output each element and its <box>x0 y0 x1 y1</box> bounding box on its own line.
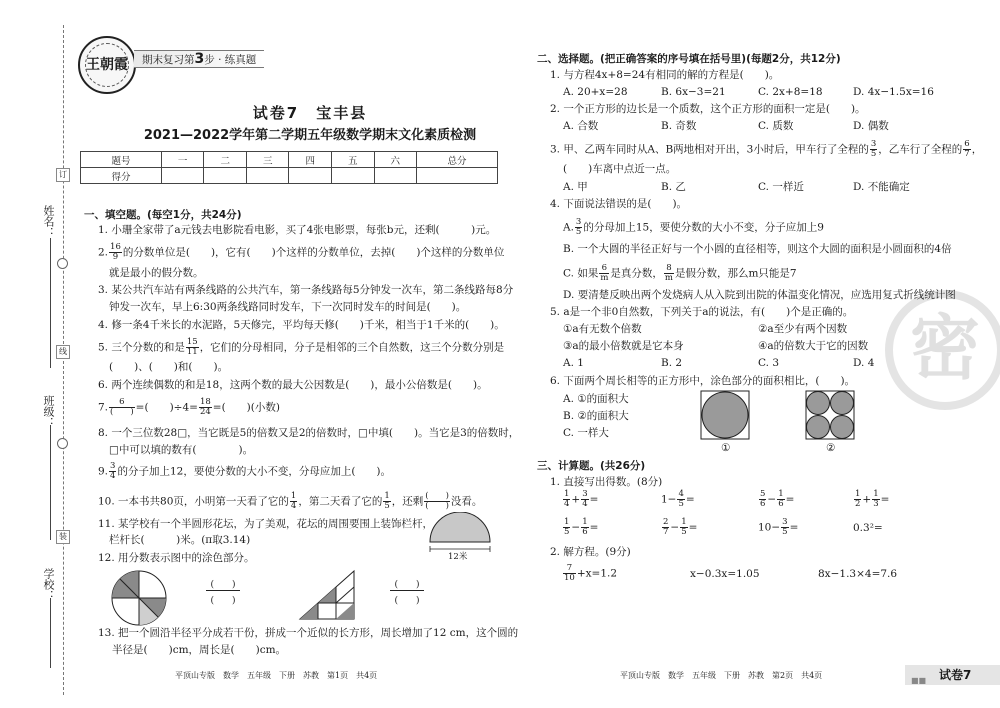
calc-item: $\frac{1}{4}$ + $\frac{3}{4}$ = <box>564 489 599 509</box>
q2-4-d: D. 要清楚反映出两个发烧病人从入院到出院的体温变化情况，应选用复式折线统计图 <box>563 289 956 301</box>
table-cell: 三 <box>246 152 289 168</box>
score-table-score-row <box>81 168 498 184</box>
calc-item: $\frac{1}{5}$ − $\frac{1}{6}$ = <box>564 517 599 537</box>
equation-3: 8x−1.3×4=7.6 <box>818 568 898 580</box>
table-cell: 二 <box>204 152 247 168</box>
q2-1: 1. 与方程4x+8=24有相同的解的方程是( )。 <box>550 69 780 81</box>
option-c: C. 一样大 <box>563 427 609 439</box>
q2-4-c: C. 如果 $\frac{6}{m}$ 是真分数， $\frac{8}{m}$ 是假分数，那么m只能是7 <box>563 263 797 283</box>
binding-hole <box>57 258 68 269</box>
figure-2-label: ② <box>826 442 836 454</box>
table-cell: 四 <box>289 152 332 168</box>
name-label: 姓名： <box>42 205 55 238</box>
q3-2: 2. 解方程。(9分) <box>550 546 631 558</box>
calc-item: $\frac{1}{2}$ + $\frac{1}{3}$ = <box>855 489 890 509</box>
score-table-header-row <box>81 152 498 168</box>
answer-fraction-denominator-1[interactable]: ( ) <box>210 596 236 606</box>
option-a: A. 甲 <box>563 181 588 193</box>
option-c: C. 一样近 <box>758 181 804 193</box>
statement-3: ③a的最小倍数就是它本身 <box>563 340 684 352</box>
table-cell: 题号 <box>81 152 162 168</box>
option-a: A. ①的面积大 <box>563 393 629 405</box>
option-b: B. 乙 <box>661 181 686 193</box>
q1-2: 2. $\frac{16}{9}$ 的分数单位是( )，它有( )个这样的分数单位，去掉( )个这样的分数单位 <box>98 242 505 262</box>
q1-11: 11. 某学校有一个半圆形花坛，为了美观，花坛的周围要围上装饰栏杆， <box>98 518 434 530</box>
school-label: 学校： <box>42 568 55 601</box>
binding-tag: 装 <box>56 530 70 544</box>
option-b: B. ②的面积大 <box>563 410 629 422</box>
option-a: A. 1 <box>563 357 584 369</box>
q2-3: 3. 甲、乙两车同时从A、B两地相对开出，3小时后，甲车行了全程的 $\frac{3}{5}$ ，乙车行了全程的 $\frac{6}{7}$ ， <box>550 139 983 159</box>
paper-tag: ■■ 试卷7 <box>905 665 1000 685</box>
q2-5: 5. a是一个非0自然数，下列关于a的说法，有( )个是正确的。 <box>550 306 854 318</box>
option-b: B. 奇数 <box>661 120 697 132</box>
option-d: D. 不能确定 <box>853 181 910 193</box>
q1-6: 6. 两个连续偶数的和是18，这两个数的最大公因数是( )，最小公倍数是( )。 <box>98 379 488 391</box>
calc-item: 0.3²= <box>853 522 883 534</box>
table-cell: 五 <box>331 152 374 168</box>
statement-1: ①a有无数个倍数 <box>563 323 642 335</box>
logo-text: 王朝霞 <box>86 57 128 73</box>
q1-13: 13. 把一个圆沿半径平分成若干份，拼成一个近似的长方形，周长增加了12 cm，这个圆的 <box>98 627 519 639</box>
name-write-line[interactable] <box>50 238 51 368</box>
step-banner: 期末复习第3步 · 练真题 <box>134 50 264 68</box>
q1-9: 9. $\frac{3}{4}$ 的分子加上12，要使分数的大小不变，分母应加上( )。 <box>98 461 392 481</box>
q2-4: 4. 下面说法错误的是( )。 <box>550 198 688 210</box>
option-a: A. 20+x=28 <box>563 86 628 98</box>
q2-4-a: A. $\frac{3}{5}$ 的分母加上15，要使分数的大小不变，分子应加上9 <box>563 217 824 237</box>
paper-subtitle: 2021—2022学年第二学期五年级数学期末文化素质检测 <box>143 128 477 143</box>
calc-item: 1− $\frac{4}{5}$ = <box>661 489 695 509</box>
triangle-fraction-figure <box>298 569 360 621</box>
option-d: D. 4x−1.5x=16 <box>853 86 934 98</box>
footer-left: 平顶山专版 数学 五年级 下册 苏教 第1页 共4页 <box>175 671 378 680</box>
option-b: B. 2 <box>661 357 683 369</box>
footer-right: 平顶山专版 数学 五年级 下册 苏教 第2页 共4页 <box>620 671 823 680</box>
square-with-circle-figure <box>700 390 750 440</box>
q2-2: 2. 一个正方形的边长是一个质数，这个正方形的面积一定是( )。 <box>550 103 866 115</box>
q1-1: 1. 小珊全家带了a元钱去电影院看电影，买了4张电影票，每张b元，还剩( )元。 <box>98 224 497 236</box>
class-label: 班级： <box>42 395 55 428</box>
score-cell[interactable] <box>246 168 289 184</box>
q1-4: 4. 修一条4千米长的水泥路，5天修完，平均每天修( )千米，相当于1千米的( )。 <box>98 319 505 331</box>
calc-item: 10− $\frac{3}{5}$ = <box>758 517 799 537</box>
statement-4: ④a的倍数大于它的因数 <box>758 340 869 352</box>
score-cell[interactable] <box>289 168 332 184</box>
answer-fraction-numerator-2[interactable]: ( ) <box>390 577 424 591</box>
calc-item: $\frac{5}{6}$ − $\frac{1}{6}$ = <box>760 489 795 509</box>
table-cell: 得分 <box>81 168 162 184</box>
binding-tag: 线 <box>56 345 70 359</box>
q3-1: 1. 直接写出得数。(8分) <box>550 476 663 488</box>
option-c: C. 3 <box>758 357 780 369</box>
table-cell: 总分 <box>417 152 498 168</box>
section2-title: 二、选择题。(把正确答案的序号填在括号里)(每题2分，共12分) <box>537 53 841 65</box>
binding-dashed-line <box>63 25 64 695</box>
equation-2: x−0.3x=1.05 <box>690 568 760 580</box>
statement-2: ②a至少有两个因数 <box>758 323 848 335</box>
score-cell[interactable] <box>374 168 417 184</box>
paper-title: 试卷7 宝丰县 <box>252 104 368 122</box>
q2-3-cont: ( )车离中点近一点。 <box>563 163 677 175</box>
q1-11-cont: 栏杆长( )米。(π取3.14) <box>109 534 251 546</box>
step-number: 3 <box>194 51 205 67</box>
confidential-watermark: 密 <box>885 290 1000 410</box>
publisher-logo <box>78 36 136 94</box>
binding-hole <box>57 438 68 449</box>
table-cell: 六 <box>374 152 417 168</box>
option-a: A. 合数 <box>563 120 599 132</box>
option-d: D. 4 <box>853 357 875 369</box>
q1-3: 3. 某公共汽车站有两条线路的公共汽车，第一条线路每5分钟发一次车，第二条线路每8分 <box>98 284 514 296</box>
square-with-four-circles-figure <box>805 390 855 440</box>
q1-5-cont: ( )、( )和( )。 <box>109 361 229 373</box>
score-cell[interactable] <box>204 168 247 184</box>
score-cell[interactable] <box>161 168 204 184</box>
score-cell[interactable] <box>417 168 498 184</box>
calc-item: $\frac{2}{7}$ − $\frac{1}{5}$ = <box>663 517 698 537</box>
figure-1-label: ① <box>721 442 731 454</box>
option-c: C. 2x+8=18 <box>758 86 823 98</box>
school-write-line[interactable] <box>50 598 51 668</box>
q1-8: 8. 一个三位数28□，当它既是5的倍数又是2的倍数时，□中填( )。当它是3的倍数时， <box>98 427 520 439</box>
option-c: C. 质数 <box>758 120 794 132</box>
q1-5: 5. 三个分数的和是 $\frac{15}{11}$ ，它们的分母相同，分子是相邻的三个自然数，这三个分数分别是 <box>98 337 505 357</box>
circle-fraction-figure <box>110 569 168 627</box>
q1-10: 10. 一本书共80页，小明第一天看了它的 $\frac{1}{4}$ ，第二天看了它的 $\frac{1}{5}$ ，还剩 ( ) ( ) 没看。 <box>98 491 483 511</box>
score-table <box>80 151 498 184</box>
q1-12: 12. 用分数表示图中的涂色部分。 <box>98 552 255 564</box>
table-cell: 一 <box>161 152 204 168</box>
q1-2-cont: 就是最小的假分数。 <box>109 267 204 279</box>
section1-title: 一、填空题。(每空1分，共24分) <box>84 209 242 221</box>
equation-1: $\frac{7}{10}$ +x=1.2 <box>564 563 618 583</box>
q1-13-cont: 半径是( )cm，周长是( )cm。 <box>112 644 287 656</box>
q2-6: 6. 下面两个周长相等的正方形中，涂色部分的面积相比，( )。 <box>550 375 856 387</box>
binding-tag: 订 <box>56 168 70 182</box>
q1-3-cont: 钟发一次车，早上6:30两条线路同时发车，下一次同时发车的时间是( )。 <box>109 301 467 313</box>
q1-7: 7. 6 ( ) =( )÷4= $\frac{18}{24}$ =( )(小数) <box>98 397 280 417</box>
option-d: D. 偶数 <box>853 120 889 132</box>
section3-title: 三、计算题。(共26分) <box>537 460 646 472</box>
q1-8-cont: □中可以填的数有( )。 <box>109 444 254 456</box>
class-write-line[interactable] <box>50 425 51 540</box>
semicircle-label: 12米 <box>448 552 468 562</box>
q2-4-b: B. 一个大圆的半径正好与一个小圆的直径相等，则这个大圆的面积是小圆面积的4倍 <box>563 243 952 255</box>
answer-fraction-numerator-1[interactable]: ( ) <box>206 577 240 591</box>
answer-fraction-denominator-2[interactable]: ( ) <box>394 596 420 606</box>
option-b: B. 6x−3=21 <box>661 86 726 98</box>
score-cell[interactable] <box>331 168 374 184</box>
